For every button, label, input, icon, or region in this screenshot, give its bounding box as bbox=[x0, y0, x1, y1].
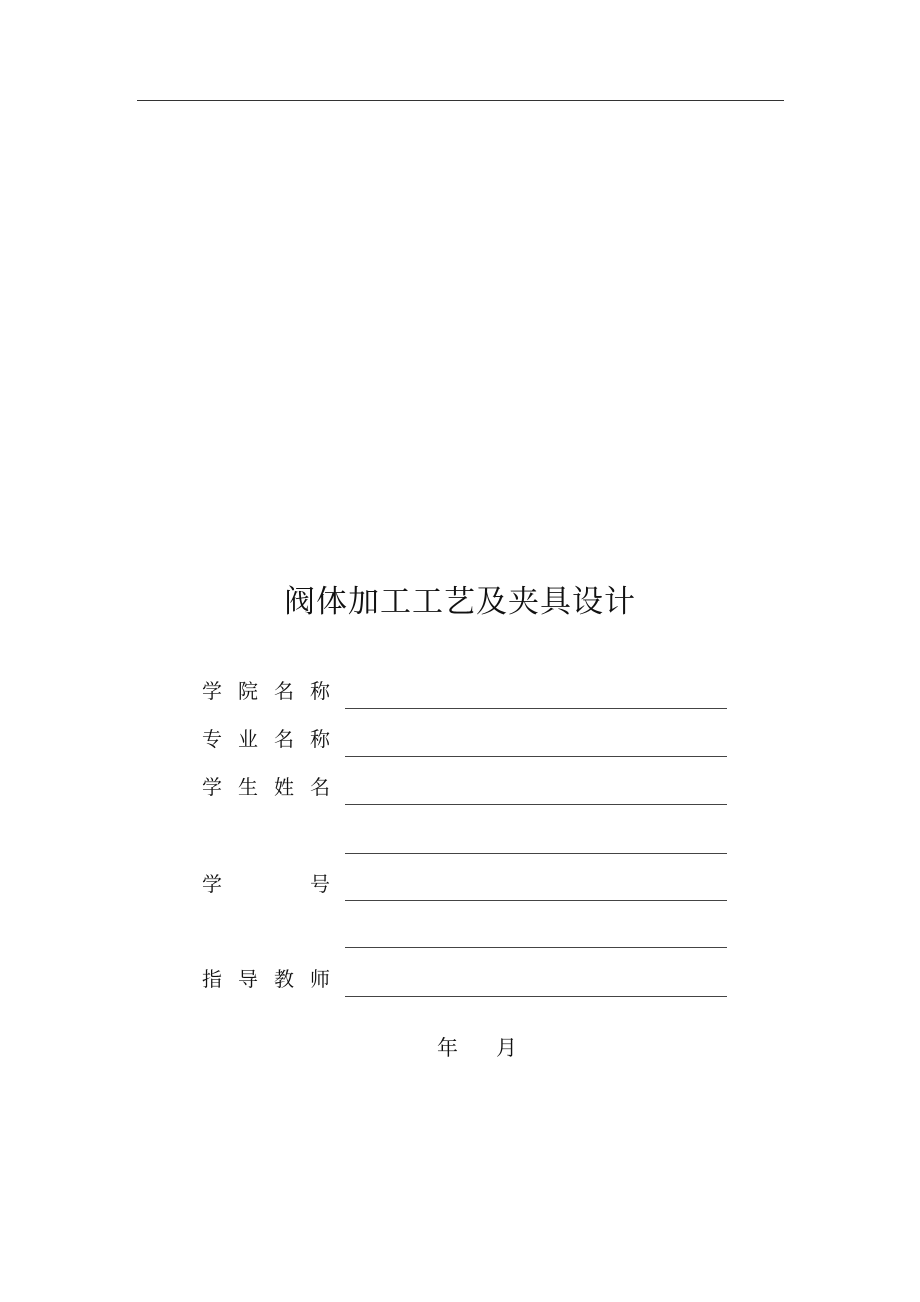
date-year: 年 bbox=[437, 1036, 458, 1060]
label-char: 院 bbox=[238, 679, 258, 703]
label-char: 生 bbox=[238, 775, 258, 799]
label-char: 名 bbox=[274, 727, 294, 751]
student-id-label bbox=[202, 869, 330, 899]
label-char: 号 bbox=[310, 872, 330, 896]
label-char: 师 bbox=[310, 967, 330, 991]
student-name-extra-field[interactable] bbox=[345, 853, 727, 854]
header-rule bbox=[137, 100, 784, 101]
student-id-extra-field[interactable] bbox=[345, 947, 727, 948]
label-char: 学 bbox=[202, 775, 222, 799]
label-char: 学 bbox=[202, 679, 222, 703]
student-name-field[interactable] bbox=[345, 804, 727, 805]
label-char: 称 bbox=[310, 727, 330, 751]
major-name-field[interactable] bbox=[345, 756, 727, 757]
student-name-label bbox=[202, 772, 330, 802]
label-char: 姓 bbox=[274, 775, 294, 799]
label-char: 业 bbox=[238, 727, 258, 751]
advisor-field[interactable] bbox=[345, 996, 727, 997]
label-char: 教 bbox=[274, 967, 294, 991]
thesis-title: 阀体加工工艺及夹具设计 bbox=[284, 584, 636, 620]
label-char: 专 bbox=[202, 727, 222, 751]
label-char: 称 bbox=[310, 679, 330, 703]
label-char: 导 bbox=[238, 967, 258, 991]
student-id-field[interactable] bbox=[345, 900, 727, 901]
label-char: 学 bbox=[202, 872, 222, 896]
date-month: 月 bbox=[496, 1036, 517, 1060]
label-char: 指 bbox=[202, 967, 222, 991]
major-name-label bbox=[202, 724, 330, 754]
college-name-label bbox=[202, 676, 330, 706]
advisor-label bbox=[202, 964, 330, 994]
label-char: 名 bbox=[310, 775, 330, 799]
college-name-field[interactable] bbox=[345, 708, 727, 709]
label-char: 名 bbox=[274, 679, 294, 703]
